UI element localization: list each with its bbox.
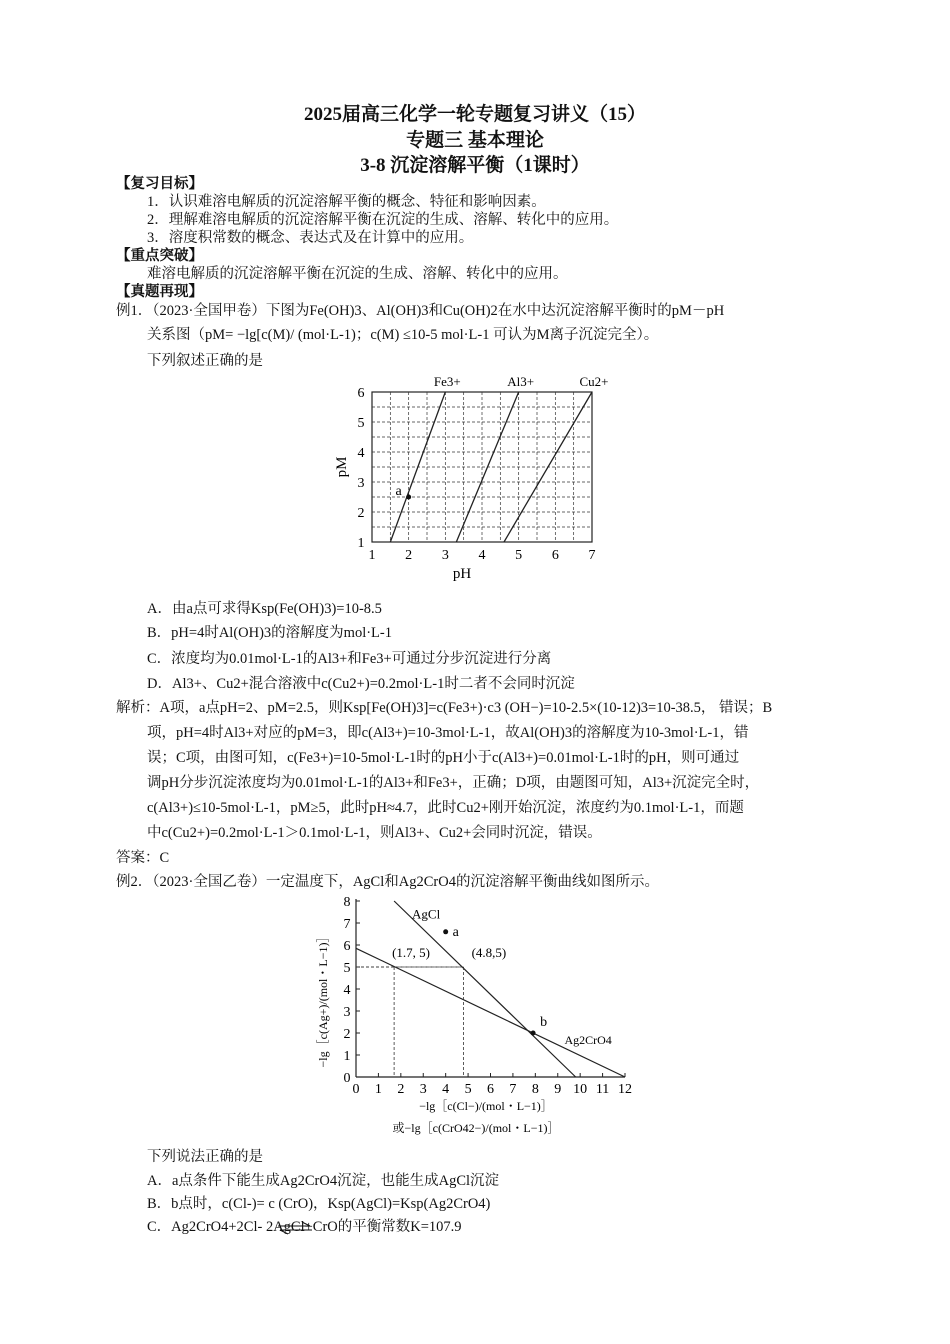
example2-option-a: A．a点条件下能生成Ag2CrO4沉淀，也能生成AgCl沉淀 [147, 1173, 500, 1189]
series-label: Fe3+ [433, 374, 461, 389]
example2-question: 例2．（2023·全国乙卷）一定温度下，AgCl和Ag2CrO4的沉淀溶解平衡曲线如图所示。 [116, 874, 659, 890]
x-tick-label: 2 [397, 1082, 405, 1097]
x-tick-label: 4 [478, 548, 486, 563]
y-tick-label: 7 [343, 917, 351, 932]
data-point [443, 929, 448, 934]
x-tick-label: 2 [405, 548, 413, 563]
y-tick-label: 3 [343, 1005, 351, 1020]
key-text: 难溶电解质的沉淀溶解平衡在沉淀的生成、溶解、转化中的应用。 [147, 266, 568, 282]
data-point [531, 1031, 536, 1036]
point-label: a [452, 924, 459, 940]
y-tick-label: 5 [357, 416, 365, 431]
example1-question: 例1．（2023·全国甲卷）下图为Fe(OH)3、Al(OH)3和Cu(OH)2在水中达沉淀溶解平衡时的pM－pH [116, 303, 725, 319]
y-tick-label: 2 [343, 1027, 351, 1042]
example1-option-d: D．Al3+、Cu2+混合溶液中c(Cu2+)=0.2mol·L-1时二者不会同时沉淀 [147, 676, 575, 692]
series-label: AgCl [412, 906, 441, 922]
x-tick-label: 6 [487, 1082, 494, 1097]
example1-answer: 答案：C [116, 850, 170, 866]
series-label: Ag2CrO4 [564, 1033, 612, 1047]
data-point [406, 495, 411, 500]
x-tick-label: 12 [618, 1082, 632, 1097]
x-tick-label: 7 [588, 548, 596, 563]
point-label: a [395, 484, 402, 499]
x-tick-label: 7 [509, 1082, 517, 1097]
example2-question: 下列说法正确的是 [147, 1149, 263, 1165]
series-line-AgCl [394, 901, 576, 1077]
y-tick-label: 4 [357, 446, 365, 461]
x-axis-label: −lg［c(Cl−)/(mol・L−1)］ [419, 1099, 553, 1113]
series-line-Ag2CrO4 [356, 948, 625, 1077]
agcl-ag2cro4-chart [313, 893, 636, 1141]
y-tick-label: 3 [357, 476, 365, 491]
example1-analysis: 中c(Cu2+)=0.2mol·L-1＞0.1mol·L-1，则Al3+、Cu2+会同时沉淀，错误。 [147, 825, 602, 841]
goal-item: 2．理解难溶电解质的沉淀溶解平衡在沉淀的生成、溶解、转化中的应用。 [147, 212, 619, 228]
y-tick-label: 5 [343, 961, 351, 976]
key-header: 【重点突破】 [116, 248, 203, 264]
doc-section-title: 3-8 沉淀溶解平衡（1课时） [360, 155, 590, 176]
x-tick-label: 8 [531, 1082, 539, 1097]
example1-option-a: A．由a点可求得Ksp(Fe(OH)3)=10-8.5 [147, 601, 382, 617]
y-tick-label: 2 [357, 506, 365, 521]
y-tick-label: 4 [343, 983, 351, 998]
x-tick-label: 1 [374, 1082, 382, 1097]
doc-title: 2025届高三化学一轮专题复习讲义（15） [303, 104, 646, 125]
x-tick-label: 9 [554, 1082, 562, 1097]
example1-analysis: c(Al3+)≤10-5mol·L-1，pM≥5，此时pH≈4.7，此时Cu2+刚开始沉淀，浓度约为0.1mol·L-1，而题 [147, 800, 744, 816]
example2-option-b: B．b点时，c(Cl-)= c (CrO)，Ksp(AgCl)=Ksp(Ag2CrO4) [147, 1196, 491, 1212]
goal-item: 1．认识难溶电解质的沉淀溶解平衡的概念、特征和影响因素。 [147, 194, 546, 210]
point-label: b [540, 1015, 548, 1030]
example1-analysis: 解析：A项，a点pH=2、pM=2.5，则Ksp[Fe(OH)3]=c(Fe3+)·c3 (OH−)=10-2.5×(10-12)3=10-38.5， 错误；B [116, 700, 773, 716]
x-tick-label: 0 [352, 1082, 360, 1097]
x-tick-label: 6 [551, 548, 559, 563]
doc-subtitle: 专题三 基本理论 [406, 130, 544, 151]
coordinate-label: (1.7, 5) [392, 945, 431, 960]
pm-ph-chart [333, 368, 618, 585]
goals-header: 【复习目标】 [116, 176, 203, 192]
example1-option-b: B．pH=4时Al(OH)3的溶解度为mol·L-1 [147, 625, 392, 641]
series-label: Cu2+ [579, 374, 609, 389]
y-tick-label: 6 [343, 939, 351, 954]
example2-option-c: C．Ag2CrO4+2Cl- 2AgCl+CrO的平衡常数K=107.9 [147, 1219, 462, 1235]
x-tick-label: 3 [441, 548, 449, 563]
x-tick-label: 3 [419, 1082, 427, 1097]
x-tick-label: 11 [595, 1082, 610, 1097]
coordinate-label: (4.8,5) [471, 945, 507, 960]
example1-option-c: C．浓度均为0.01mol·L-1的Al3+和Fe3+可通过分步沉淀进行分离 [147, 651, 552, 667]
x-tick-label: 5 [464, 1082, 472, 1097]
x-tick-label: 5 [515, 548, 523, 563]
x-axis-label-alt: 或−lg［c(CrO42−)/(mol・L−1)］ [392, 1121, 560, 1135]
series-label: Al3+ [507, 374, 535, 389]
x-axis-label: pH [452, 566, 472, 582]
goal-item: 3．溶度积常数的概念、表达式及在计算中的应用。 [147, 230, 474, 246]
example1-analysis: 误；C项，由图可知，c(Fe3+)=10-5mol·L-1时的pH小于c(Al3+)=0.01mol·L-1时的pH，则可通过 [147, 750, 740, 766]
y-tick-label: 1 [343, 1049, 351, 1064]
x-tick-label: 1 [368, 548, 376, 563]
y-axis-label: pM [334, 456, 350, 478]
exam-header: 【真题再现】 [116, 284, 203, 300]
example1-question: 关系图（pM= −lg[c(M)/ (mol·L-1)；c(M) ≤10-5 mol·L-1 可认为M离子沉淀完全）。 [147, 327, 659, 343]
example1-analysis: 调pH分步沉淀浓度均为0.01mol·L-1的Al3+和Fe3+，正确；D项，由题图可知，Al3+沉淀完全时， [147, 775, 760, 791]
y-tick-label: 6 [357, 386, 365, 401]
equilibrium-arrow-icon [276, 1221, 314, 1235]
example1-analysis: 项，pH=4时Al3+对应的pM=3，即c(Al3+)=10-3mol·L-1，故Al(OH)3的溶解度为10-3mol·L-1，错 [147, 725, 749, 741]
x-tick-label: 4 [442, 1082, 450, 1097]
example1-question: 下列叙述正确的是 [147, 353, 263, 369]
y-tick-label: 8 [343, 895, 351, 910]
y-tick-label: 1 [357, 536, 365, 551]
x-tick-label: 10 [573, 1082, 588, 1097]
y-axis-label: −lg［c(Ag+)/(mol・L−1)］ [316, 930, 330, 1068]
y-tick-label: 0 [343, 1071, 351, 1086]
